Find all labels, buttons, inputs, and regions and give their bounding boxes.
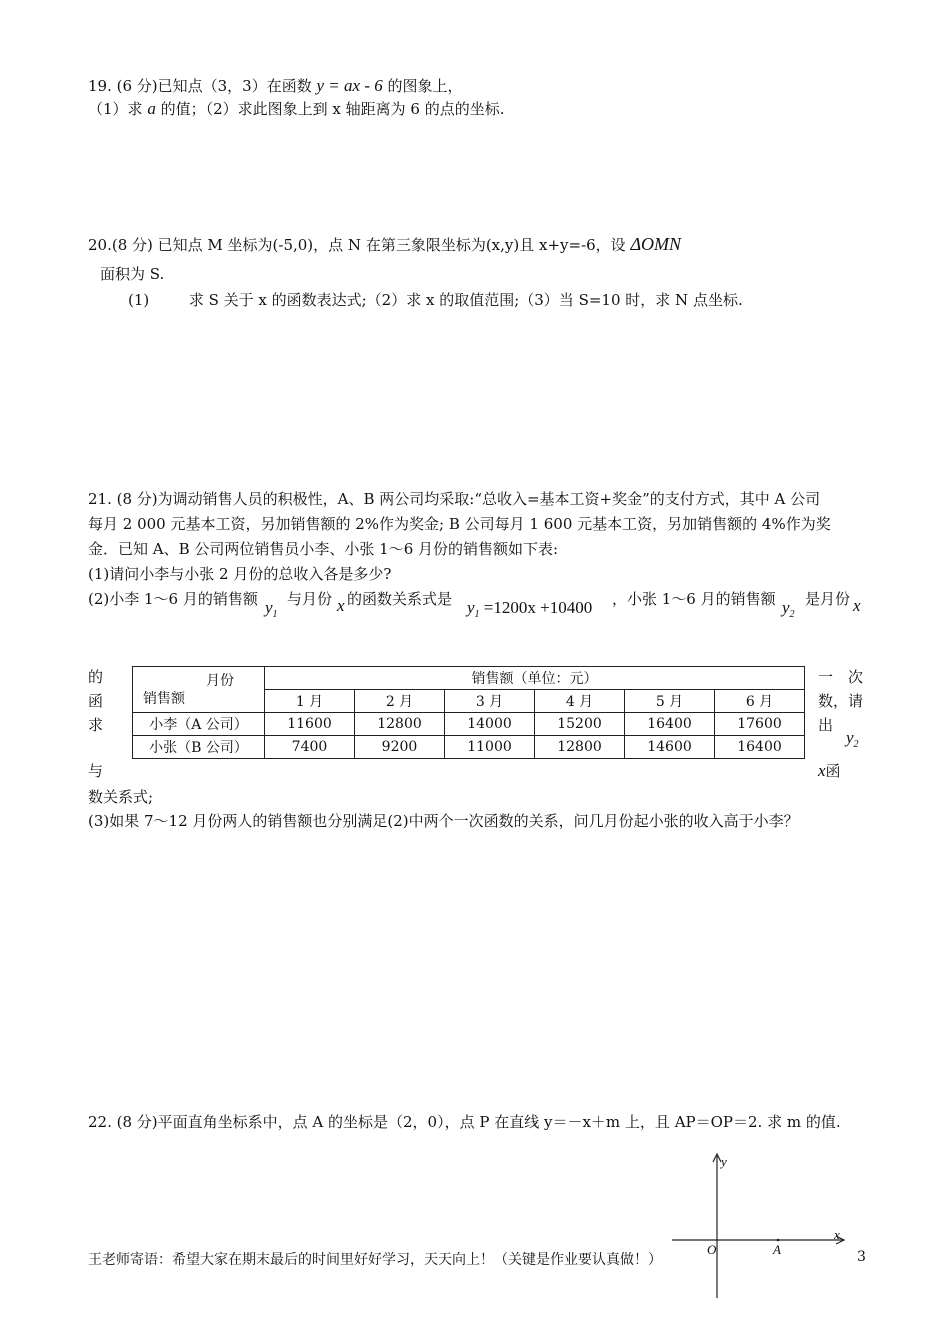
q20-line1 — [88, 234, 681, 255]
table-cell: 12800 — [355, 713, 445, 736]
q21-right-y2 — [846, 728, 859, 750]
point-a-label: A — [773, 1242, 781, 1257]
month-header: 5 月 — [625, 690, 715, 713]
month-header: 3 月 — [445, 690, 535, 713]
q21-left-char-4: 与 — [88, 762, 104, 780]
q19-part1-text: （1）求 — [88, 100, 143, 118]
q21-line1: 21. (8 分)为调动销售人员的积极性，A、B 两公司均采取:“总收入=基本工资+奖金”的支付方式，其中 A 公司 — [88, 490, 821, 508]
table-cell: 17600 — [715, 713, 805, 736]
q19-part2-text: 的值；（2）求此图象上到 x 轴距离为 6 的点的坐标. — [160, 100, 505, 118]
q21-line2: 每月 2 000 元基本工资，另加销售额的 2%作为奖金; B 公司每月 1 600 元基本工资，另加销售额的 4%作为奖 — [88, 515, 831, 533]
coordinate-axes — [660, 1150, 850, 1300]
q19-line2 — [88, 98, 505, 119]
q19-text: 19. (6 分)已知点（3，3）在函数 — [88, 77, 312, 95]
q19-formula: y = ax - 6 — [316, 76, 383, 95]
row-label: 小张（B 公司） — [133, 736, 265, 759]
q21-right-fn-char: 函 — [825, 762, 841, 780]
point-a-dot — [777, 1239, 780, 1242]
q21-y2-letter: y — [782, 598, 790, 617]
q21-right-x-fn — [818, 760, 841, 781]
q20-part-number: (1) — [128, 291, 150, 309]
q22-text: 22. (8 分)平面直角坐标系中，点 A 的坐标是（2，0），点 P 在直线 y＝－x＋m 上，且 AP＝OP＝2. 求 m 的值. — [88, 1113, 841, 1131]
table-cell: 14600 — [625, 736, 715, 759]
q21-formula-y1 — [467, 598, 592, 620]
month-header: 2 月 — [355, 690, 445, 713]
q21-y1-letter: y — [265, 598, 273, 617]
q21-y2-subscript: 2 — [789, 609, 795, 620]
table-row — [133, 736, 805, 759]
group-header: 销售额（单位：元） — [265, 667, 805, 690]
y-axis-label: y — [721, 1154, 727, 1169]
q20-text: 20.(8 分) 已知点 M 坐标为(-5,0)，点 N 在第三象限坐标为(x,y)且 x+y=-6，设 — [88, 236, 626, 254]
q21-left-char-3: 求 — [88, 716, 104, 734]
q21-right-x: x — [818, 761, 826, 780]
q19-line1 — [88, 75, 463, 96]
q21-formula-y-letter: y — [467, 598, 475, 617]
table-cell: 14000 — [445, 713, 535, 736]
q21-part3: (3)如果 7～12 月份两人的销售额也分别满足(2)中两个一次函数的关系，问几月份起小张的收入高于小李？ — [88, 812, 799, 830]
q21-formula-rest: =1200x +10400 — [479, 598, 593, 617]
q20-parts-text: 求 S 关于 x 的函数表达式;（2）求 x 的取值范围;（3）当 S=10 时，求 N 点坐标. — [188, 291, 743, 309]
q21-y2-symbol — [782, 598, 795, 620]
q20-line3 — [128, 289, 743, 310]
q21-left-char-2: 函 — [88, 692, 104, 710]
table-cell: 11600 — [265, 713, 355, 736]
x-axis-label: x — [834, 1227, 840, 1242]
month-header: 6 月 — [715, 690, 805, 713]
table-cell: 7400 — [265, 736, 355, 759]
corner-label-sales: 销售额 — [143, 691, 185, 707]
q21-line3: 金．已知 A、B 公司两位销售员小李、小张 1～6 月份的销售额如下表: — [88, 540, 559, 558]
page-number: 3 — [857, 1249, 866, 1265]
table-cell: 9200 — [355, 736, 445, 759]
q21-right-y2-subscript: 2 — [853, 739, 859, 750]
table-corner-cell — [133, 667, 265, 713]
table-cell: 16400 — [625, 713, 715, 736]
month-header: 4 月 — [535, 690, 625, 713]
sales-table — [132, 666, 805, 759]
q21-right-text-1: 一 次 — [818, 668, 864, 686]
table-cell: 15200 — [535, 713, 625, 736]
q21-tail: 数关系式; — [88, 788, 154, 806]
table-cell: 11000 — [445, 736, 535, 759]
q21-y1-symbol — [265, 598, 278, 620]
row-label: 小李（A 公司） — [133, 713, 265, 736]
q21-part2-text-b: 与月份 — [287, 590, 333, 608]
q21-formula-subscript: 1 — [474, 609, 480, 620]
q21-right-text-2: 数，请 — [818, 692, 864, 710]
q21-right-y2-letter: y — [846, 728, 854, 747]
q19-variable-a: a — [147, 99, 156, 118]
table-row — [133, 713, 805, 736]
q21-part2-text-a: (2)小李 1～6 月的销售额 — [88, 590, 258, 608]
q21-part2-text-e: 是月份 — [805, 590, 851, 608]
q21-x-symbol: x — [337, 596, 345, 615]
q21-y1-subscript: 1 — [272, 609, 278, 620]
table-cell: 16400 — [715, 736, 805, 759]
corner-label-month: 月份 — [206, 673, 234, 689]
month-header: 1 月 — [265, 690, 355, 713]
q21-part2-text-d: ，小张 1～6 月的销售额 — [612, 590, 776, 608]
q20-triangle-symbol: ΔOMN — [630, 234, 682, 254]
q21-left-char-1: 的 — [88, 668, 104, 686]
table-cell: 12800 — [535, 736, 625, 759]
q19-text-end: 的图象上， — [387, 77, 463, 95]
q21-part2-text-c: 的函数关系式是 — [347, 590, 453, 608]
q20-line2: 面积为 S. — [100, 265, 165, 283]
table-header-row — [133, 667, 805, 690]
q21-part1: (1)请问小李与小张 2 月份的总收入各是多少? — [88, 565, 392, 583]
footer-message: 王老师寄语：希望大家在期末最后的时间里好好学习，天天向上！（关键是作业要认真做！） — [88, 1252, 662, 1268]
q21-x-symbol-2: x — [853, 596, 861, 615]
q21-right-text-3: 出 — [818, 716, 834, 734]
origin-label: O — [707, 1242, 717, 1257]
